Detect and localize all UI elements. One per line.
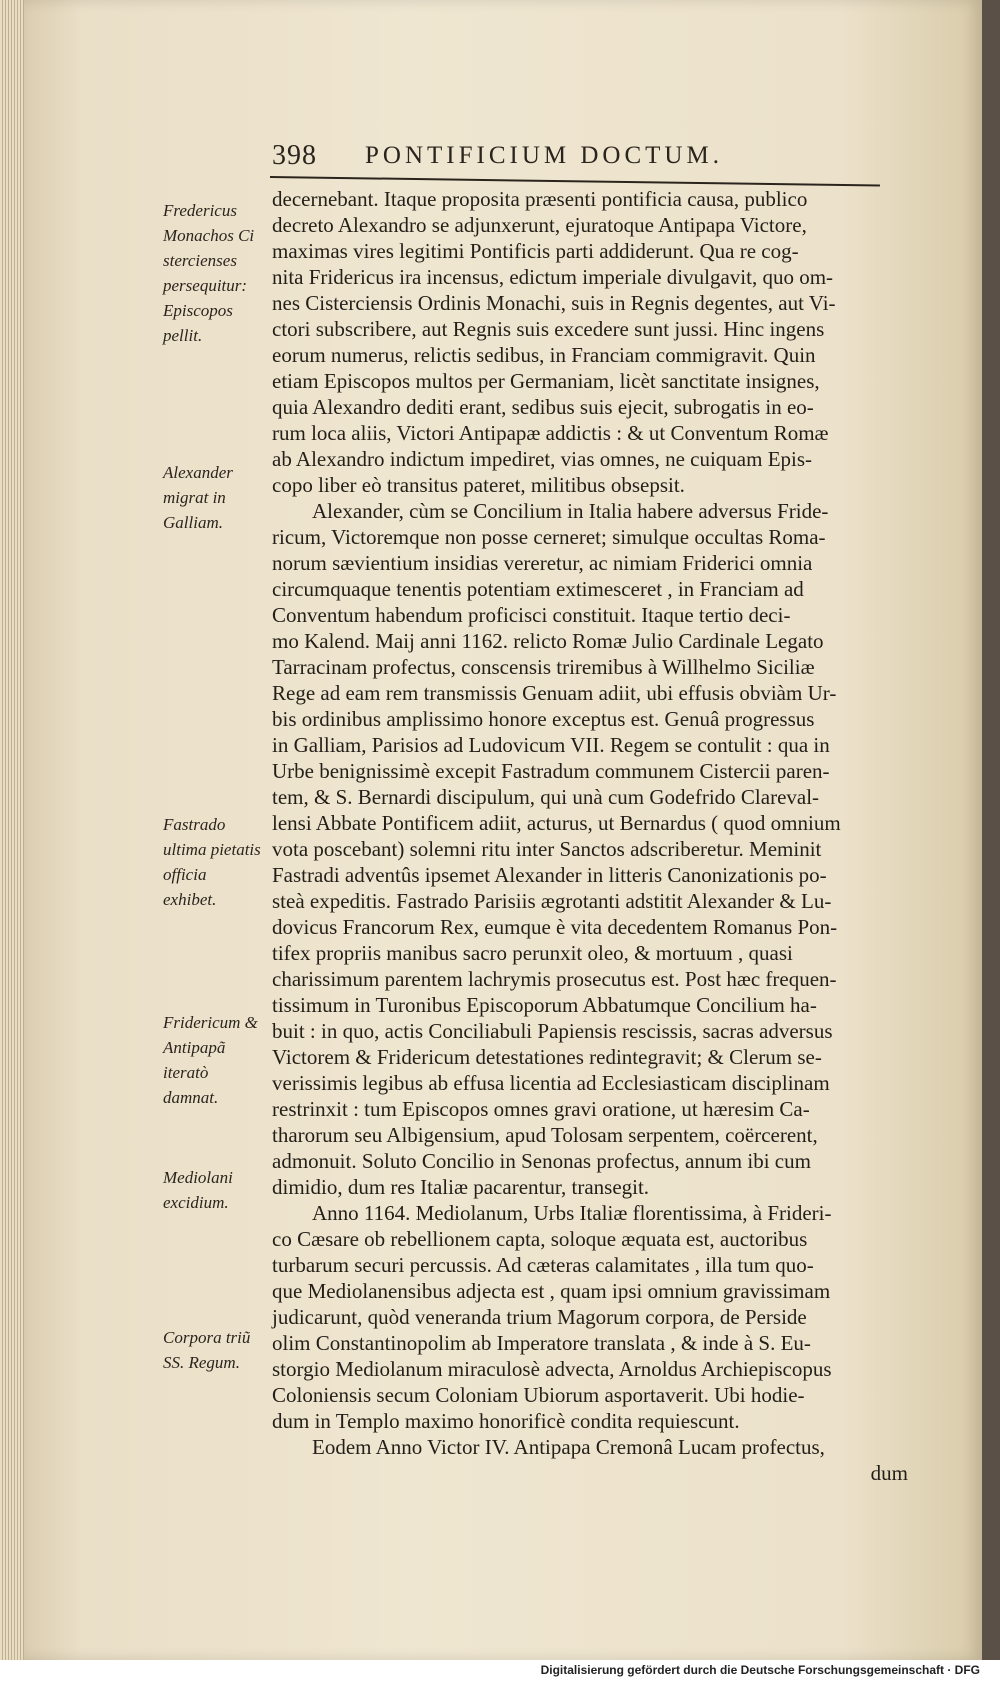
text-line: ab Alexandro indictum impediret, vias omnes, ne cuiquam Epis- bbox=[272, 447, 813, 471]
text-line: maximas vires legitimi Pontificis parti addiderunt. Qua re cog- bbox=[272, 239, 799, 263]
text-line: bis ordinibus amplissimo honore exceptus est. Genuâ progressus bbox=[272, 707, 815, 731]
catchword: dum bbox=[870, 1461, 908, 1485]
text-line: nita Fridericus ira incensus, edictum imperiale divulgavit, quo om- bbox=[272, 265, 834, 289]
text-line: circumquaque tenentis potentiam extimesceret , in Franciam ad bbox=[272, 577, 804, 601]
text-line: tissimum in Turonibus Episcoporum Abbatumque Concilium ha- bbox=[272, 993, 817, 1017]
text-line: copo liber eò transitus pateret, militibus obsepsit. bbox=[272, 473, 685, 497]
text-line: judicarunt, quòd veneranda trium Magorum corpora, de Perside bbox=[272, 1305, 807, 1329]
text-line: decernebant. Itaque proposita præsenti pontificia causa, publico bbox=[272, 187, 808, 211]
text-line: turbarum securi percussis. Ad cæteras calamitates , illa tum quo- bbox=[272, 1253, 814, 1277]
text-line: Eodem Anno Victor IV. Antipapa Cremonâ Lucam profectus, bbox=[312, 1435, 825, 1459]
text-line: Rege ad eam rem transmissis Genuam adiit, ubi effusis obviàm Ur- bbox=[272, 681, 837, 705]
text-line: tharorum seu Albigensium, apud Tolosam serpentem, coërcerent, bbox=[272, 1123, 818, 1147]
text-line: nes Cisterciensis Ordinis Monachi, suis in Regnis degentes, aut Vi- bbox=[272, 291, 836, 315]
text-line: restrinxit : tum Episcopos omnes gravi oratione, ut hæresim Ca- bbox=[272, 1097, 810, 1121]
text-line: lensi Abbate Pontificem adiit, acturus, ut Bernardus ( quod omnium bbox=[272, 811, 841, 835]
text-line: tifex propriis manibus sacro perunxit oleo, & mortuum , quasi bbox=[272, 941, 793, 965]
text-line: buit : in quo, actis Conciliabuli Papiensis rescissis, sacras adversus bbox=[272, 1019, 833, 1043]
footer-credit: Digitalisierung gefördert durch die Deutsche Forschungsgemeinschaft · DFG bbox=[540, 1663, 980, 1677]
margin-note: Alexander migrat in Galliam. bbox=[163, 463, 233, 532]
body-text bbox=[272, 186, 908, 1486]
text-line: verissimis legibus ab effusa licentia ad Ecclesiasticam disciplinam bbox=[272, 1071, 830, 1095]
margin-note: Fredericus Monachos Ci stercienses persequitur: Episcopos pellit. bbox=[163, 201, 255, 345]
margin-note: Fastrado ultima pietatis officia exhibet. bbox=[163, 815, 261, 909]
running-title: PONTIFICIUM DOCTUM. bbox=[365, 142, 723, 169]
text-line: dimidio, dum res Italiæ pacarentur, transegit. bbox=[272, 1175, 650, 1199]
margin-note: Corpora triũ SS. Regum. bbox=[163, 1328, 251, 1372]
text-line: dovicus Francorum Rex, eumque è vita decedentem Romanus Pon- bbox=[272, 915, 838, 939]
margin-note: Mediolani excidium. bbox=[163, 1168, 233, 1212]
text-line: Coloniensis secum Coloniam Ubiorum asportaverit. Ubi hodie- bbox=[272, 1383, 805, 1407]
text-line: storgio Mediolanum miraculosè advecta, Arnoldus Archiepiscopus bbox=[272, 1357, 832, 1381]
page-header bbox=[247, 138, 907, 178]
text-line: Conventum habendum proficisci constituit. Itaque tertio deci- bbox=[272, 603, 791, 627]
text-line: decreto Alexandro se adjunxerunt, ejuratoque Antipapa Victore, bbox=[272, 213, 807, 237]
text-line: mo Kalend. Maij anni 1162. relicto Romæ Julio Cardinale Legato bbox=[272, 629, 824, 653]
text-line: tem, & S. Bernardi discipulum, qui unà cum Godefrido Clareval- bbox=[272, 785, 820, 809]
text-line: norum sævientium insidias vereretur, ac nimiam Friderici omnia bbox=[272, 551, 813, 575]
page-edges bbox=[0, 0, 24, 1660]
text-line: admonuit. Soluto Concilio in Senonas profectus, annum ibi cum bbox=[272, 1149, 811, 1173]
text-line: ctori subscribere, aut Regnis suis excedere sunt jussi. Hinc ingens bbox=[272, 317, 825, 341]
text-line: Urbe benignissimè excepit Fastradum communem Cistercii paren- bbox=[272, 759, 830, 783]
text-line: que Mediolanensibus adjecta est , quam ipsi omnium gravissimam bbox=[272, 1279, 831, 1303]
text-line: quia Alexandro dediti erant, sedibus suis ejecit, subrogatis in eo- bbox=[272, 395, 814, 419]
text-line: rum loca aliis, Victori Antipapæ addictis : & ut Conventum Romæ bbox=[272, 421, 829, 445]
text-line: Alexander, cùm se Concilium in Italia habere adversus Fride- bbox=[312, 499, 829, 523]
text-line: in Galliam, Parisios ad Ludovicum VII. Regem se contulit : qua in bbox=[272, 733, 830, 757]
text-line: charissimum parentem lachrymis prosecutus est. Post hæc frequen- bbox=[272, 967, 837, 991]
digitization-footer bbox=[0, 1660, 1000, 1681]
text-line: dum in Templo maximo honorificè condita requiescunt. bbox=[272, 1409, 740, 1433]
text-line: Tarracinam profectus, conscensis triremibus à Willhelmo Siciliæ bbox=[272, 655, 815, 679]
text-line: olim Constantinopolim ab Imperatore translata , & inde à S. Eu- bbox=[272, 1331, 811, 1355]
text-line: eorum numerus, relictis sedibus, in Franciam commigravit. Quin bbox=[272, 343, 816, 367]
text-line: steà expeditis. Fastrado Parisiis ægrotanti adstitit Alexander & Lu- bbox=[272, 889, 832, 913]
book-cover-edge bbox=[982, 0, 1000, 1660]
text-line: Anno 1164. Mediolanum, Urbs Italiæ florentissima, à Frideri- bbox=[312, 1201, 832, 1225]
margin-note: Fridericum & Antipapã iteratò damnat. bbox=[163, 1013, 258, 1107]
text-line: vota poscebant) solemni ritu inter Sanctos adscriberetur. Meminit bbox=[272, 837, 822, 861]
text-line: etiam Episcopos multos per Germaniam, licèt sanctitate insignes, bbox=[272, 369, 820, 393]
text-line: co Cæsare ob rebellionem capta, soloque æquata est, auctoribus bbox=[272, 1227, 808, 1251]
text-line: ricum, Victoremque non posse cerneret; simulque occultas Roma- bbox=[272, 525, 826, 549]
text-line: Victorem & Fridericum detestationes redintegravit; & Clerum se- bbox=[272, 1045, 822, 1069]
text-line: Fastradi adventûs ipsemet Alexander in litteris Canonizationis po- bbox=[272, 863, 827, 887]
page-number: 398 bbox=[272, 140, 317, 171]
